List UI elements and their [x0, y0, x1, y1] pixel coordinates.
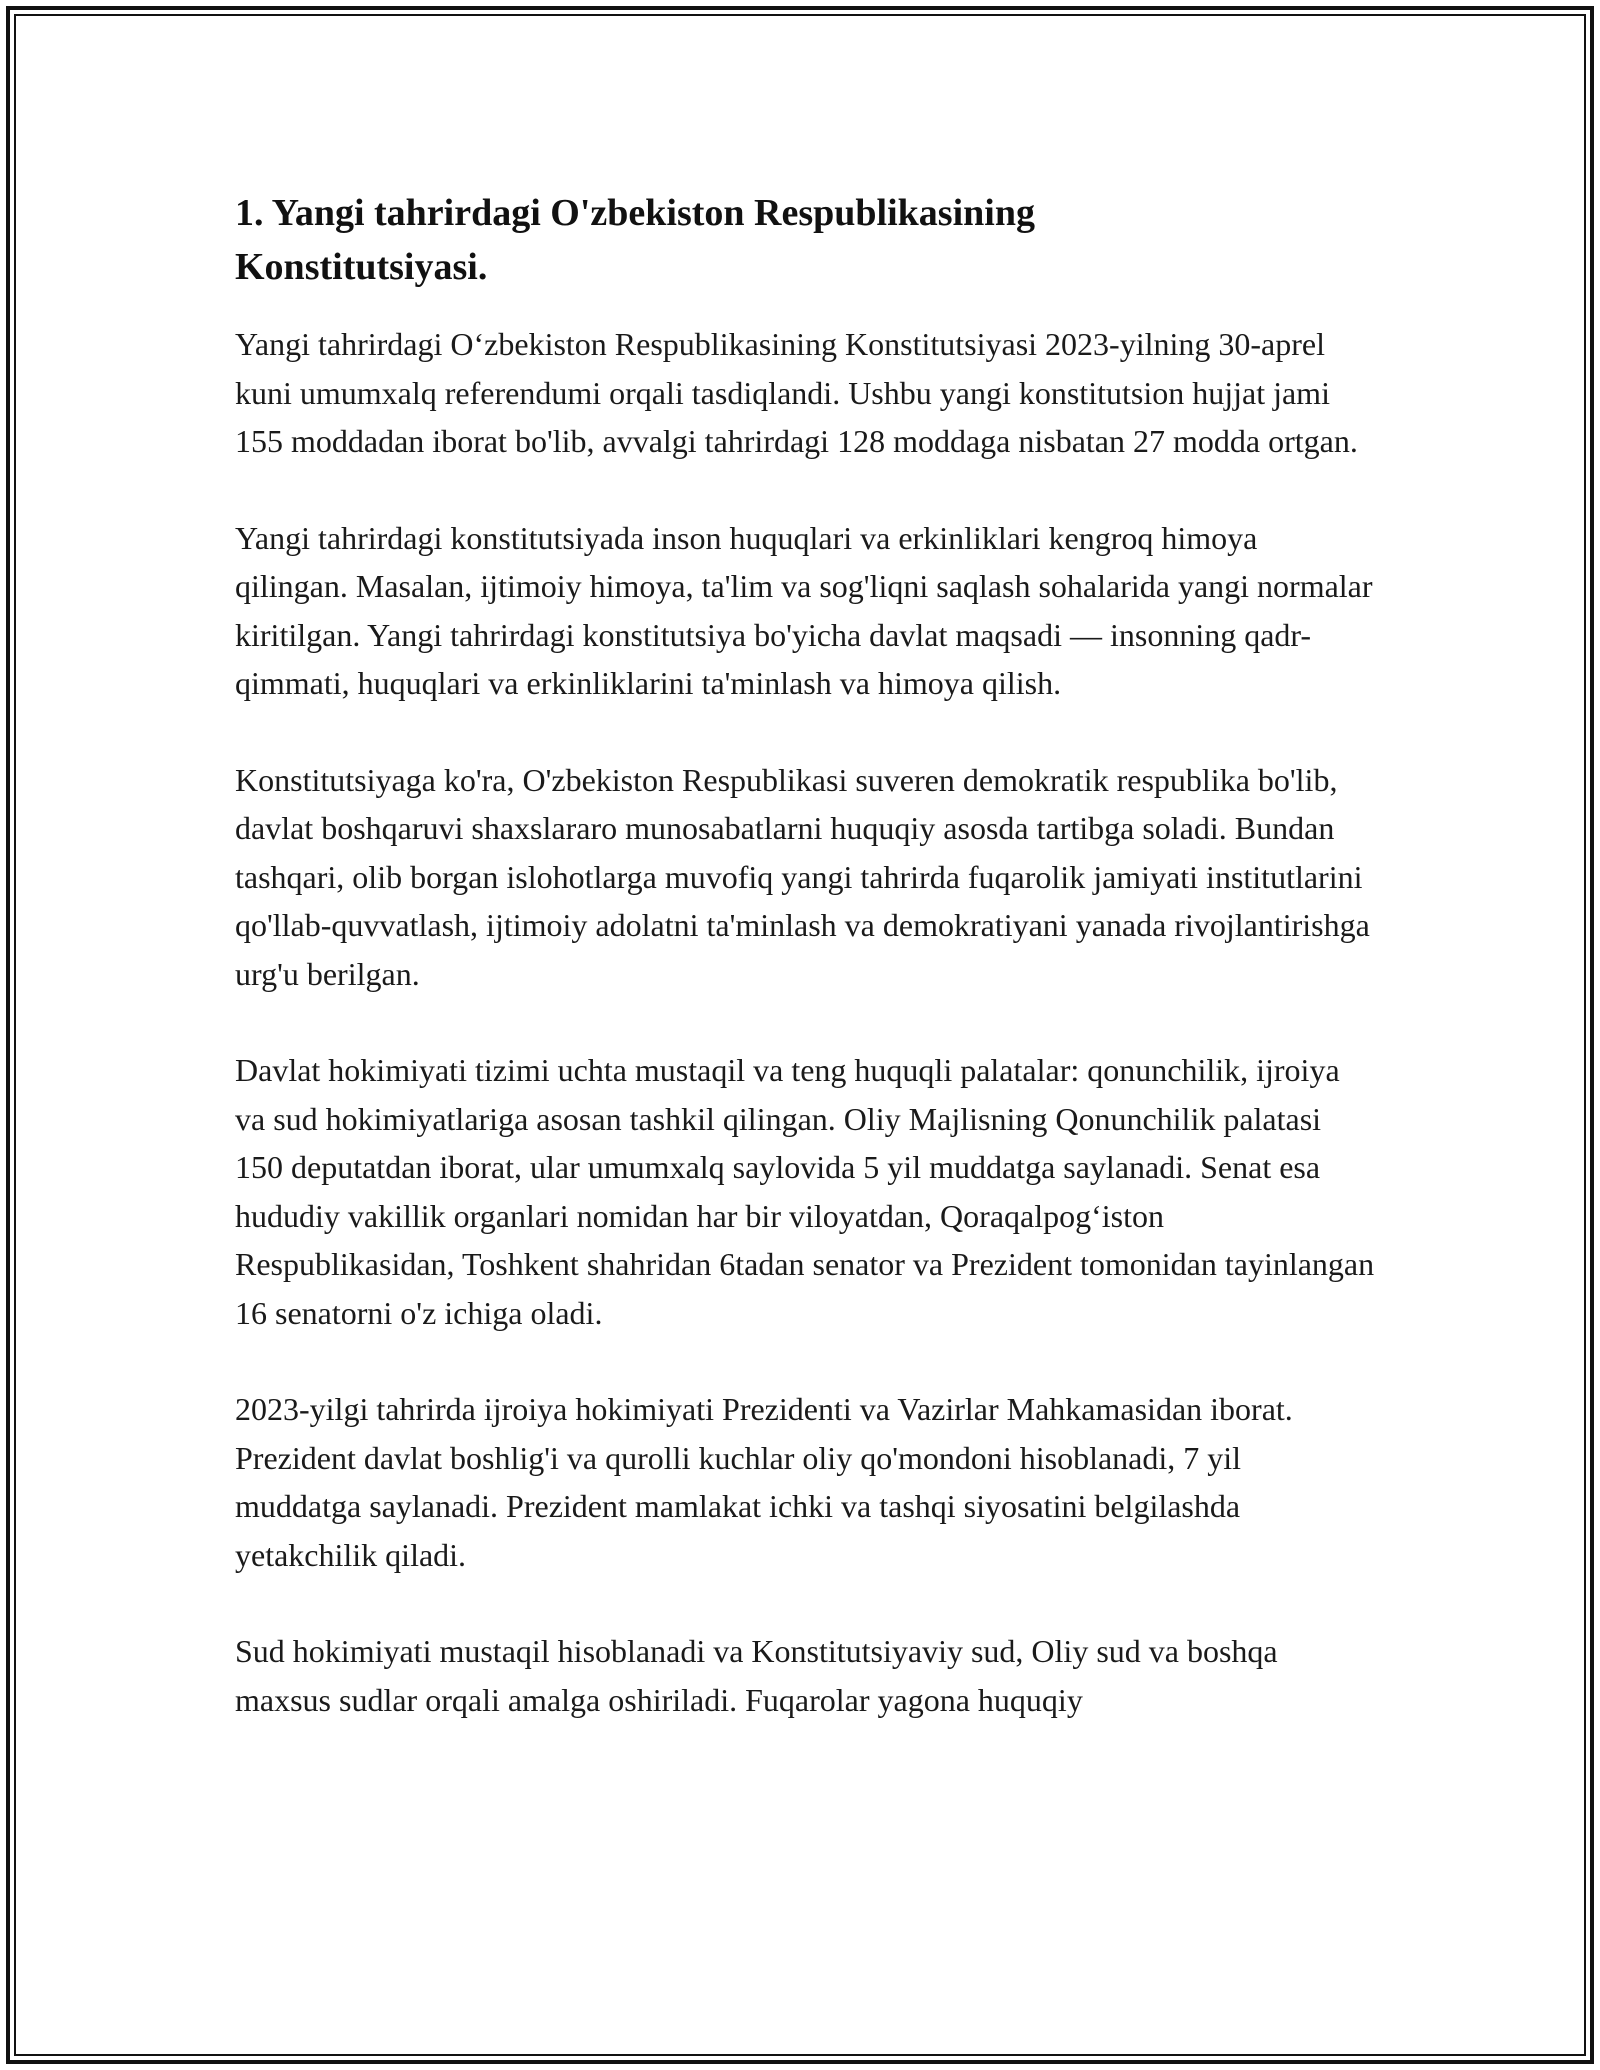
paragraph-executive-power: 2023-yilgi tahrirda ijroiya hokimiyati Prezidenti va Vazirlar Mahkamasidan iborat. Prezident davlat boshlig'i va qurolli kuchlar oliy qo'mondoni hisoblanadi, 7 yil muddatga saylanadi. Prezident mamlakat ichki va tashqi siyosatini belgilashda yetakchilik qiladi.	[235, 1391, 1293, 1573]
paragraph-referendum: Yangi tahrirdagi O‘zbekiston Respublikasining Konstitutsiyasi 2023-yilning 30-aprel kuni umumxalq referendumi orqali tasdiqlandi. Ushbu yangi konstitutsion hujjat jami 155 moddadan iborat bo'lib, avvalgi tahrirdagi 128 moddaga nisbatan 27 modda ortgan.	[235, 326, 1358, 459]
paragraph-sovereign-republic: Konstitutsiyaga ko'ra, O'zbekiston Respublikasi suveren demokratik respublika bo'lib, davlat boshqaruvi shaxslararo munosabatlarni huquqiy asosda tartibga soladi. Bundan tashqari, olib borgan islohotlarga muvofiq yangi tahrirda fuqarolik jamiyati institutlarini qo'llab-quvvatlash, ijtimoiy adolatni ta'minlash va demokratiyani yanada rivojlantirishga urg'u berilgan.	[235, 761, 1370, 992]
paragraph-state-power-system: Davlat hokimiyati tizimi uchta mustaqil va teng huquqli palatalar: qonunchilik, ijroiya va sud hokimiyatlariga asosan tashkil qilingan. Oliy Majlisning Qonunchilik palatasi 150 deputatdan iborat, ular umumxalq saylovida 5 yil muddatga saylanadi. Senat esa hududiy vakillik organlari nomidan har bir viloyatdan, Qoraqalpog‘iston Respublikasidan, Toshkent shahridan 6tadan senator va Prezident tomonidan tayinlangan 16 senatorni o'z ichiga oladi.	[235, 1052, 1375, 1331]
heading-line-2: Konstitutsiyasi.	[235, 246, 488, 288]
document-heading	[235, 186, 1375, 294]
paragraph-list	[235, 320, 1375, 1724]
paragraph-human-rights: Yangi tahrirdagi konstitutsiyada inson huquqlari va erkinliklari kengroq himoya qilingan. Masalan, ijtimoiy himoya, ta'lim va sog'liqni saqlash sohalarida yangi normalar kiritilgan. Yangi tahrirdagi konstitutsiya bo'yicha davlat maqsadi — insonning qadr-qimmati, huquqlari va erkinliklarini ta'minlash va himoya qilish.	[235, 519, 1373, 701]
document-body	[235, 186, 1375, 1724]
heading-line-1: 1. Yangi tahrirdagi O'zbekiston Respublikasining	[235, 192, 1035, 234]
paragraph-judicial-power: Sud hokimiyati mustaqil hisoblanadi va Konstitutsiyaviy sud, Oliy sud va boshqa maxsus sudlar orqali amalga oshiriladi. Fuqarolar yagona huquqiy	[235, 1633, 1278, 1718]
